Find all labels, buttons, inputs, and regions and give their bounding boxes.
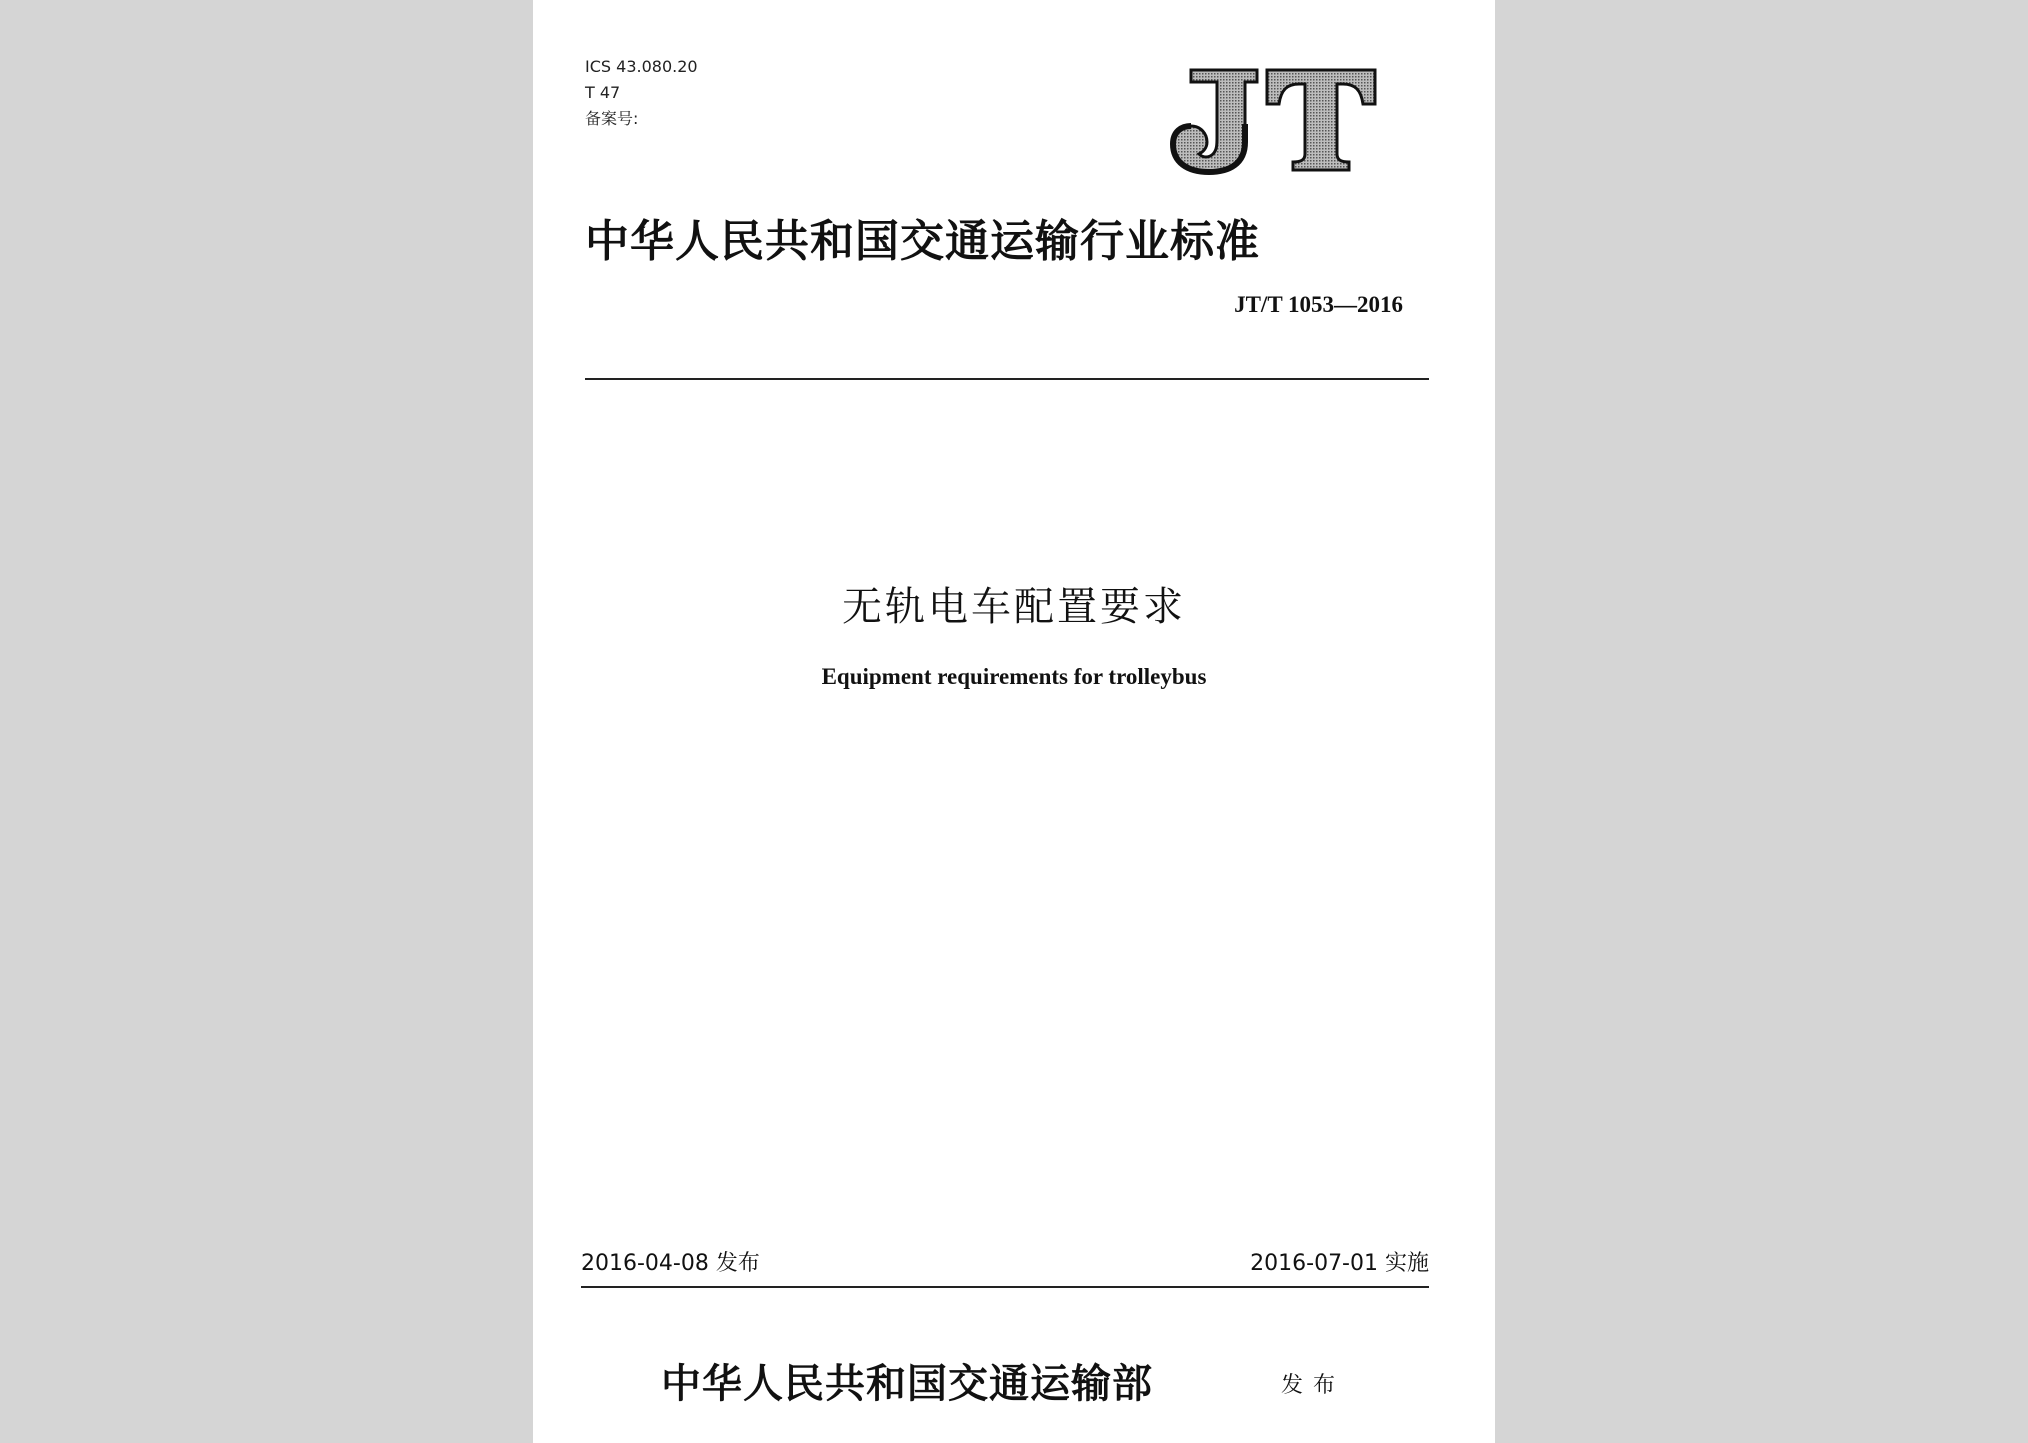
- issue-date: 2016-04-08 发布: [581, 1251, 760, 1276]
- ics-code: ICS 43.080.20: [585, 57, 698, 76]
- org-title: 中华人民共和国交通运输行业标准: [585, 216, 1260, 267]
- standard-number: JT/T 1053—2016: [1234, 292, 1403, 317]
- footer-divider: [581, 1286, 1429, 1288]
- record-number-label: 备案号:: [585, 109, 639, 128]
- classification-block: [585, 54, 698, 132]
- publisher-name: 中华人民共和国交通运输部: [661, 1360, 1153, 1407]
- jt-logo-icon: [1169, 64, 1379, 176]
- category-code: T 47: [585, 83, 621, 102]
- header-divider: [585, 378, 1429, 380]
- document-title-english: Equipment requirements for trolleybus: [821, 664, 1207, 689]
- standard-cover-page: [533, 0, 1495, 1443]
- implementation-date: 2016-07-01 实施: [1250, 1251, 1429, 1276]
- publish-label: 发布: [1281, 1373, 1346, 1398]
- document-title-chinese: 无轨电车配置要求: [842, 584, 1186, 630]
